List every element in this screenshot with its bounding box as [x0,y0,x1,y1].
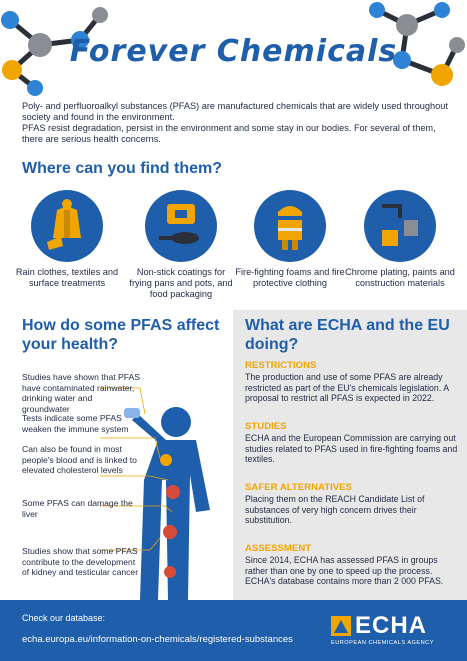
health-fact: Tests indicate some PFAS weaken the immune system [22,413,129,434]
echa-block-safer-alternatives [245,482,463,526]
footer-label: Check our database: [22,613,106,623]
find-items [0,190,467,305]
frying-pan-icon [145,190,217,262]
echa-block-title: RESTRICTIONS [245,360,317,371]
page-title: Forever Chemicals [69,34,398,69]
health-fact: Some PFAS can damage the liver [22,498,133,519]
health-fact: Studies have shown that PFAS have contaminated rainwater, drinking water and groundwater [22,372,140,414]
echa-logo-subtitle: EUROPEAN CHEMICALS AGENCY [331,640,434,646]
echa-block-restrictions [245,360,463,404]
raincoat-icon [31,190,103,262]
echa-block-text: The production and use of some PFAS are already restricted as part of the EU's chemicals legislation. A proposal to restrict all PFAS is expected in 2022. [245,372,449,403]
echa-logo-text: ECHA [355,612,428,639]
echa-block-text: Placing them on the REACH Candidate List of substances of very high concern drives their substitution. [245,494,425,525]
echa-block-studies [245,421,463,465]
firefighter-icon [254,190,326,262]
echa-block-assessment [245,543,463,587]
health-fact: Can also be found in most people's blood and is linked to elevated cholesterol levels [22,444,137,475]
find-heading: Where can you find them? [22,160,223,177]
echa-block-text: ECHA and the European Commission are carrying out studies related to PFAS used in fire-fighting foams and textiles. [245,433,458,464]
echa-panel [233,310,467,600]
find-item-chrome-plating [345,190,455,289]
health-fact: Studies show that some PFAS contribute to the development of kidney and testicular cancer [22,546,139,577]
find-label: Non-stick coatings for frying pans and pots, and food packaging [129,267,233,299]
intro-text [22,101,452,145]
footer [0,600,467,661]
find-label: Chrome plating, paints and construction materials [345,267,455,288]
intro-line-2: PFAS resist degradation, persist in the environment and some stay in our bodies. For several of them, there are serious health concerns. [22,123,436,144]
find-item-fire-fighting [235,190,345,289]
echa-block-title: STUDIES [245,421,287,432]
find-label: Fire-fighting foams and fire protective clothing [235,267,345,288]
echa-block-text: Since 2014, ECHA has assessed PFAS in groups rather than one by one to speed up the process. ECHA's database contains more than 2 000 PFAS. [245,555,444,586]
paint-bucket-icon [364,190,436,262]
echa-logo [331,614,451,648]
echa-block-title: SAFER ALTERNATIVES [245,482,352,493]
database-link[interactable]: echa.europa.eu/information-on-chemicals/registered-substances [22,634,293,645]
find-item-rain-clothes [12,190,122,289]
echa-block-title: ASSESSMENT [245,543,312,554]
health-panel [0,310,233,600]
echa-logo-mark-icon [331,616,351,636]
find-label: Rain clothes, textiles and surface treatments [15,267,119,288]
intro-line-1: Poly- and perfluoroalkyl substances (PFAS) are manufactured chemicals that are widely used throughout society and found in the environment. [22,101,448,122]
health-heading: How do some PFAS affect your health? [22,317,220,353]
find-item-non-stick [126,190,236,300]
echa-heading: What are ECHA and the EU doing? [245,317,450,353]
